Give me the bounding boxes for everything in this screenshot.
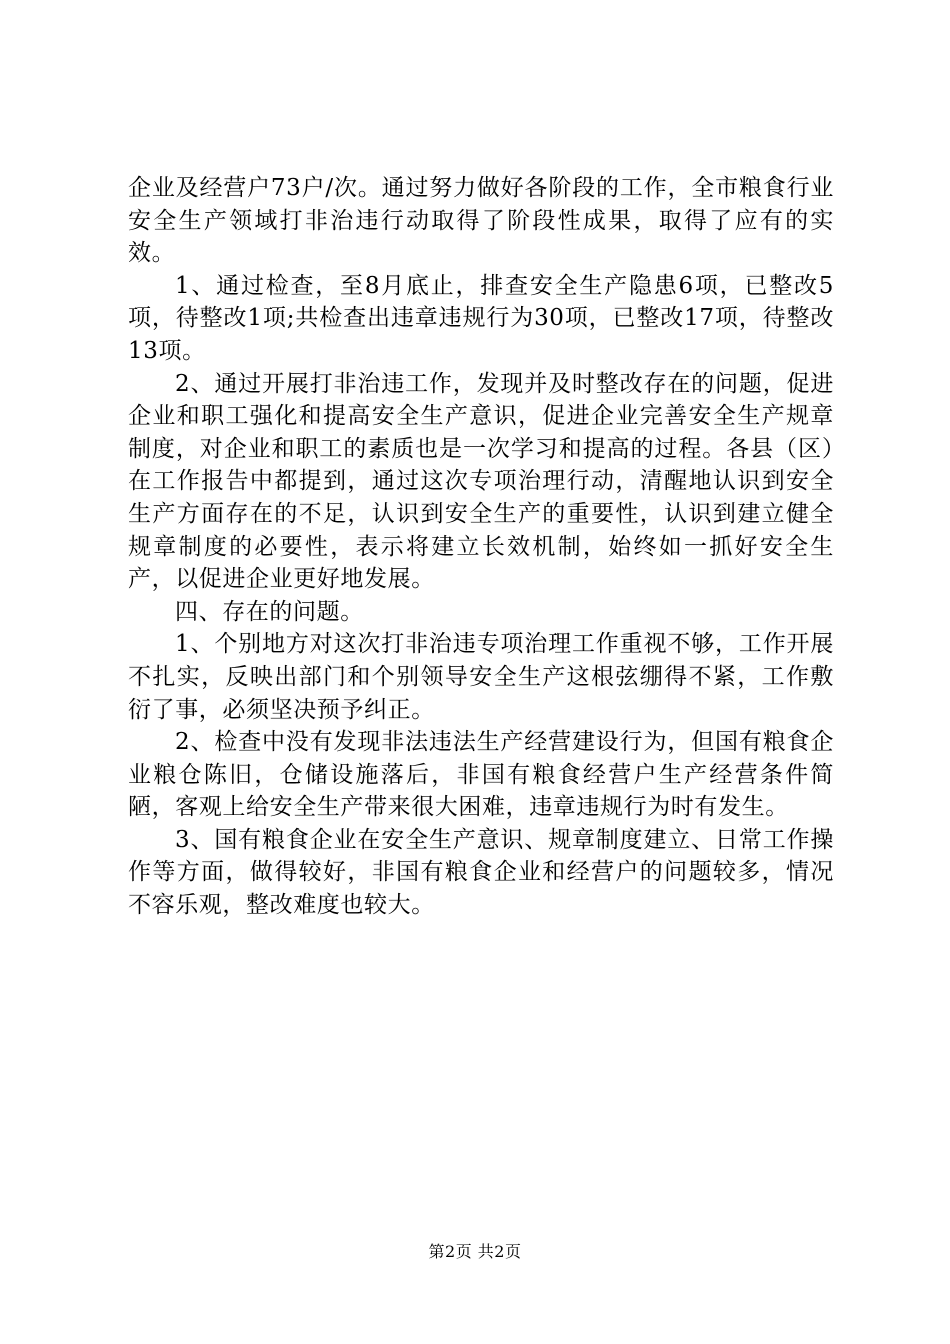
paragraph-problem-3: 3、国有粮食企业在安全生产意识、规章制度建立、日常工作操作等方面，做得较好，非国有粮食企业和经营户的问题较多，情况不容乐观，整改难度也较大。 bbox=[128, 826, 834, 919]
document-body bbox=[128, 172, 834, 922]
section-heading-problems: 四、存在的问题。 bbox=[175, 598, 364, 625]
paragraph-item-2-rectification: 2、通过开展打非治违工作，发现并及时整改存在的问题，促进企业和职工强化和提高安全生产意识，促进企业完善安全生产规章制度，对企业和职工的素质也是一次学习和提高的过程。各县（区）在工作报告中都提到，通过这次专项治理行动，清醒地认识到安全生产方面存在的不足，认识到安全生产的重要性，认识到建立健全规章制度的必要性，表示将建立长效机制，始终如一抓好安全生产，以促进企业更好地发展。 bbox=[128, 370, 834, 593]
page-number-label: 第2页 共2页 bbox=[428, 1242, 522, 1261]
paragraph-continuation: 企业及经营户73户/次。通过努力做好各阶段的工作，全市粮食行业安全生产领域打非治违行动取得了阶段性成果，取得了应有的实效。 bbox=[128, 175, 834, 267]
paragraph-problem-2: 2、检查中没有发现非法违法生产经营建设行为，但国有粮食企业粮仓陈旧，仓储设施落后，非国有粮食经营户生产经营条件简陋，客观上给安全生产带来很大困难，违章违规行为时有发生。 bbox=[128, 729, 834, 821]
paragraph-problem-1: 1、个别地方对这次打非治违专项治理工作重视不够，工作开展不扎实，反映出部门和个别领导安全生产这根弦绷得不紧，工作敷衍了事，必须坚决预予纠正。 bbox=[128, 631, 834, 723]
paragraph-item-1-inspection: 1、通过检查，至8月底止，排查安全生产隐患6项，已整改5项，待整改1项;共检查出违章违规行为30项，已整改17项，待整改13项。 bbox=[128, 272, 834, 364]
page-footer bbox=[0, 1242, 950, 1262]
